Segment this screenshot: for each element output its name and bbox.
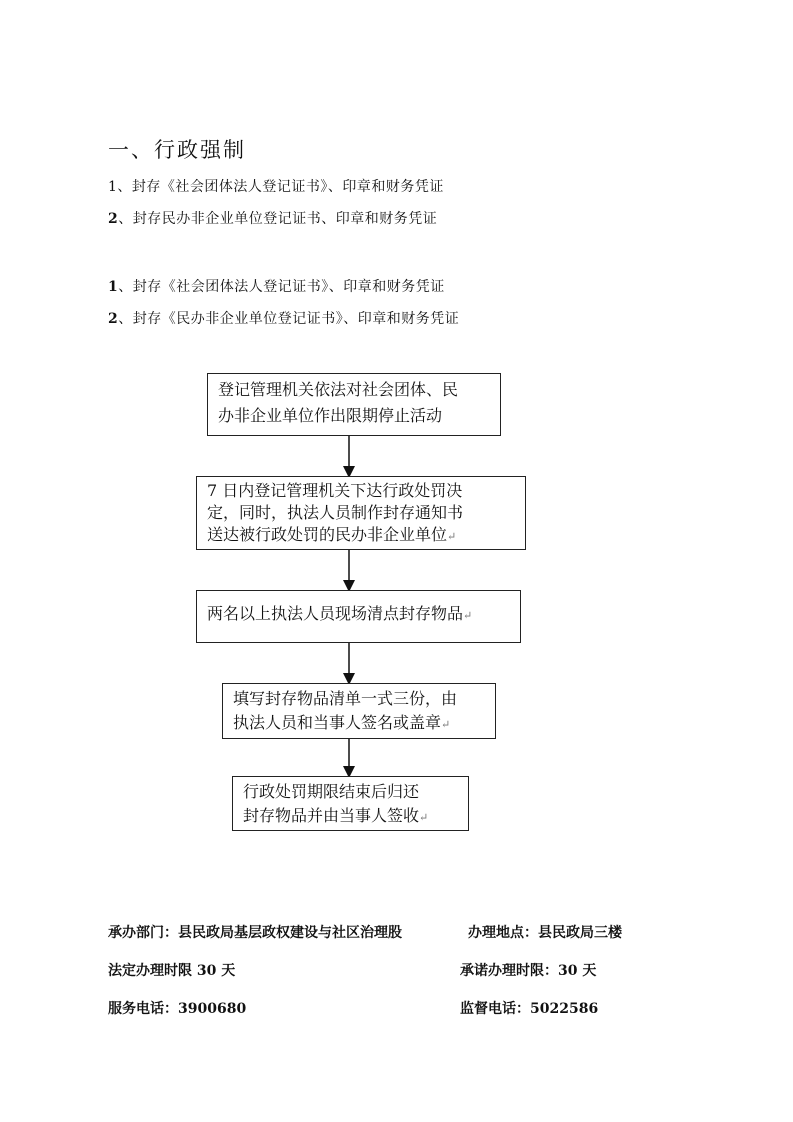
step-line: 7 日内登记管理机关下达行政处罚决 — [207, 481, 463, 500]
step-line: 填写封存物品清单一式三份，由 — [233, 689, 458, 708]
item-number: 2 — [108, 311, 119, 327]
footer-legal-time: 法定办理时限 30 天 — [108, 963, 236, 979]
place-label: 办理地点： — [468, 925, 538, 941]
section-heading: 一、行政强制 — [108, 138, 246, 162]
footer-service-phone — [108, 998, 246, 1018]
footer-supervise-phone — [460, 998, 598, 1018]
step-line: 送达被行政处罚的民办非企业单位 — [207, 525, 448, 544]
footer-promise-time: 承诺办理时限：30 天 — [460, 963, 597, 979]
flow-step-4 — [222, 683, 496, 739]
place-value: 县民政局三楼 — [538, 925, 622, 941]
item-number: 2 — [108, 211, 119, 227]
dept-label: 承办部门： — [108, 925, 178, 941]
flow-step-1 — [207, 373, 501, 436]
service-phone-value: 3900680 — [178, 1001, 247, 1017]
item-number: 1 — [108, 279, 119, 295]
item-text: 、封存《民办非企业单位登记证书》、印章和财务凭证 — [118, 311, 460, 327]
return-mark-icon: ↵ — [441, 718, 451, 731]
footer-place — [468, 922, 622, 942]
item-text: 、封存《社会团体法人登记证书》、印章和财务凭证 — [117, 179, 444, 195]
step-line: 定，同时，执法人员制作封存通知书 — [207, 503, 464, 522]
footer-dept — [108, 922, 402, 942]
item-text: 、封存《社会团体法人登记证书》、印章和财务凭证 — [118, 279, 445, 295]
item-text: 、封存民办非企业单位登记证书、印章和财务凭证 — [118, 211, 438, 227]
step-line: 登记管理机关依法对社会团体、民 — [218, 380, 459, 399]
step-line: 两名以上执法人员现场清点封存物品 — [207, 604, 464, 623]
step-line: 执法人员和当事人签名或盖章 — [233, 713, 442, 732]
supervise-phone-value: 5022586 — [530, 1001, 599, 1017]
step-line: 办非企业单位作出限期停止活动 — [218, 406, 443, 425]
step-line: 封存物品并由当事人签收 — [243, 806, 420, 825]
dept-value: 县民政局基层政权建设与社区治理股 — [178, 925, 402, 941]
service-phone-label: 服务电话： — [108, 1001, 178, 1017]
return-mark-icon: ↵ — [447, 530, 457, 543]
flow-step-5 — [232, 776, 469, 831]
step-line: 行政处罚期限结束后归还 — [243, 782, 420, 801]
return-mark-icon: ↵ — [463, 609, 473, 622]
flow-step-2 — [196, 476, 526, 550]
supervise-phone-label: 监督电话： — [460, 1001, 530, 1017]
flow-step-3 — [196, 590, 521, 643]
return-mark-icon: ↵ — [419, 811, 429, 824]
item-number: 1 — [108, 179, 118, 195]
